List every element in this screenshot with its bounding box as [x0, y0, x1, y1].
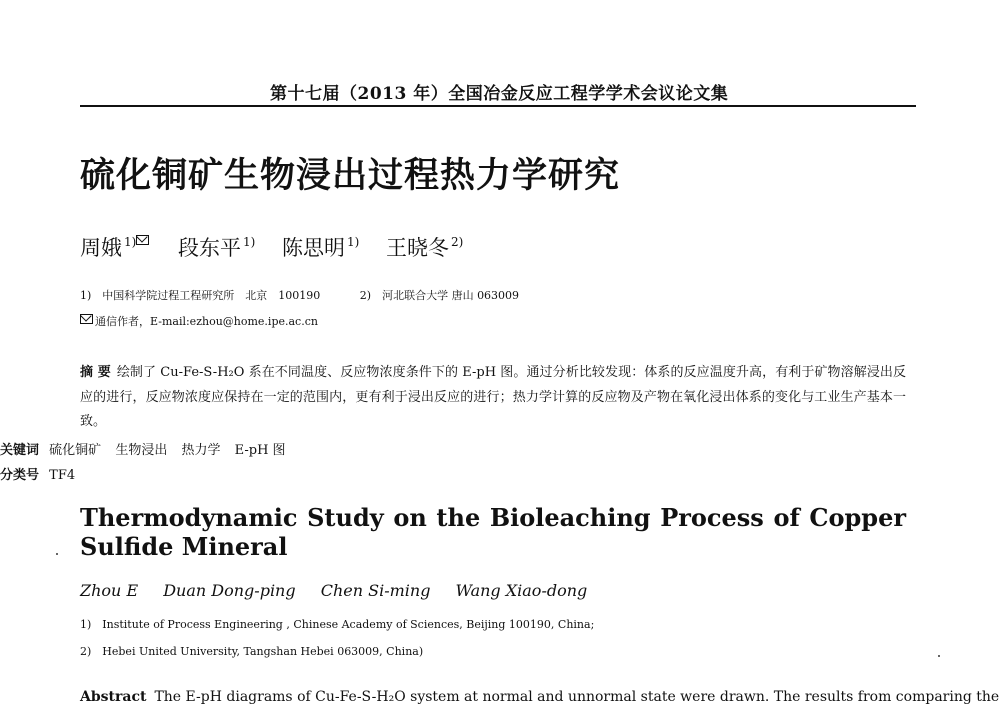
- header-rule: [80, 105, 916, 107]
- english-title: Thermodynamic Study on the Bioleaching Process of Copper Sulfide Mineral: [80, 503, 906, 561]
- english-author: Wang Xiao-dong: [455, 581, 588, 600]
- mail-icon: [136, 235, 149, 245]
- english-affiliation-2: 2) Hebei United University, Tangshan Hebei 063009, China): [80, 645, 424, 658]
- keyword: 硫化铜矿: [49, 443, 102, 458]
- chinese-classification: [0, 464, 75, 483]
- chinese-author: 王晓冬 $^{2)}$: [386, 235, 464, 260]
- english-author-list: [80, 581, 607, 600]
- author-affiliation-mark: 1): [243, 235, 256, 249]
- affiliation-2-cn: 2) 河北联合大学 唐山 063009: [359, 289, 520, 302]
- classification-label-cn: 分类号: [0, 468, 40, 483]
- running-header: 第十七届（2013 年）全国冶金反应工程学学术会议论文集: [270, 84, 729, 104]
- chinese-affiliations: [80, 287, 519, 303]
- corresponding-author-line: [80, 313, 318, 329]
- scan-speck: [56, 553, 58, 555]
- abstract-text-cn: 绘制了 Cu-Fe-S-H₂O 系在不同温度、反应物浓度条件下的 E-pH 图。通过分析比较发现：体系的反应温度升高，有利于矿物溶解浸出反应的进行，反应物浓度应保持在一定的范围内，更有利于浸出反应的进行；热力学计算的反应物及产物在氧化浸出体系的变化与工业生产基本一致。: [80, 365, 907, 429]
- abstract-text-en: The E-pH diagrams of Cu-Fe-S-H₂O system at normal and unnormal state were drawn. The results from comparing the: [154, 689, 1000, 705]
- corresponding-author-email: 通信作者，E-mail:ezhou@home.ipe.ac.cn: [95, 315, 318, 328]
- chinese-keywords: [0, 439, 296, 458]
- chinese-title: 硫化铜矿生物浸出过程热力学研究: [80, 156, 621, 196]
- english-affiliation-1: 1) Institute of Process Engineering , Chinese Academy of Sciences, Beijing 100190, China;: [80, 618, 595, 631]
- keywords-label-cn: 关键词: [0, 443, 40, 458]
- chinese-abstract: [80, 361, 906, 435]
- chinese-author: 周娥 $^{1)}$: [80, 236, 151, 260]
- chinese-author: 段东平 $^{1)}$: [178, 235, 256, 260]
- abstract-label-cn: 摘 要: [80, 365, 111, 380]
- english-author: Duan Dong-ping: [163, 581, 296, 600]
- author-affiliation-mark: 1): [124, 235, 151, 249]
- mail-icon: [80, 314, 93, 324]
- keyword: 热力学: [181, 443, 221, 458]
- keyword: E-pH 图: [234, 443, 286, 458]
- english-author: Zhou E: [80, 581, 139, 600]
- author-affiliation-mark: 1): [347, 235, 360, 249]
- english-author: Chen Si-ming: [320, 581, 431, 600]
- author-affiliation-mark: 2): [451, 235, 464, 249]
- scan-speck: [938, 655, 940, 657]
- abstract-label-en: Abstract: [80, 689, 147, 705]
- keyword: 生物浸出: [115, 443, 168, 458]
- chinese-author: 陈思明 $^{1)}$: [282, 235, 360, 260]
- affiliation-1-cn: 1) 中国科学院过程工程研究所 北京 100190: [80, 289, 321, 302]
- chinese-author-list: [80, 232, 483, 262]
- classification-code: TF4: [49, 468, 76, 483]
